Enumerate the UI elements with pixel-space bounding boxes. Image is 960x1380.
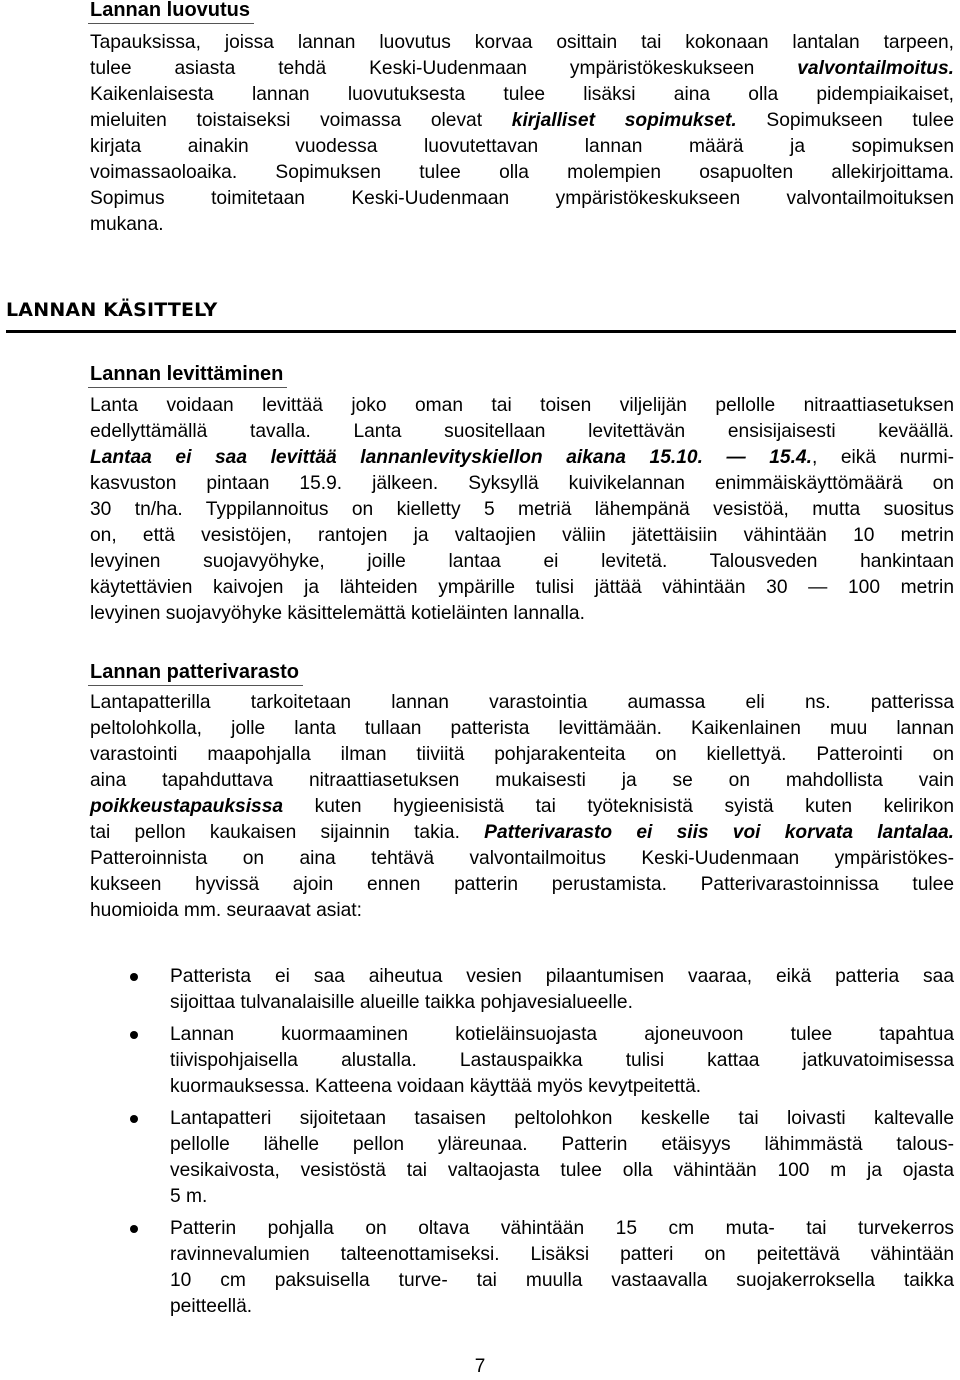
bullet-text-line: Lannan kuormaaminen kotieläinsuojasta ajoneuvoon tulee tapahtua: [170, 1024, 954, 1045]
chapter-heading: LANNAN KÄSITTELY: [6, 299, 218, 321]
paragraph-line: edellyttämällä tavalla. Lanta suositellaan levitettävän ensisijaisesti keväällä.: [90, 421, 954, 442]
section-heading-lannan-luovutus: Lannan luovutus: [88, 0, 254, 24]
bullet-text-line: pellolle lähelle pellon yläreunaa. Patterin etäisyys lähimmästä talous-: [170, 1134, 954, 1155]
bullet-point-icon: [130, 1031, 138, 1039]
paragraph-line: tulee asiasta tehdä Keski-Uudenmaan ympäristökeskukseen valvontailmoitus.: [90, 58, 954, 79]
bullet-text-line: kuormauksessa. Katteena voidaan käyttää myös kevytpeitettä.: [170, 1076, 702, 1097]
paragraph-line: levyinen suojavyöhyke, joille lantaa ei levitetä. Talousveden hankintaan: [90, 551, 954, 572]
paragraph-line: mukana.: [90, 214, 164, 235]
paragraph-line: kirjata ainakin vuodessa luovutettavan lannan määrä ja sopimuksen: [90, 136, 954, 157]
emphasis-text: Patterivarasto ei siis voi korvata lantalaa.: [484, 822, 954, 843]
paragraph-line: Lantaa ei saa levittää lannanlevityskiellon aikana 15.10. — 15.4., eikä nurmi-: [90, 447, 954, 468]
paragraph-line: Sopimus toimitetaan Keski-Uudenmaan ympäristökeskukseen valvontailmoituksen: [90, 188, 954, 209]
paragraph-line: poikkeustapauksissa kuten hygieenisistä tai työteknisistä syistä kuten kelirikon: [90, 796, 954, 817]
bullet-point-icon: [130, 1225, 138, 1233]
paragraph-line: Patteroinnista on aina tehtävä valvontailmoitus Keski-Uudenmaan ympäristökes-: [90, 848, 954, 869]
paragraph-line: tai pellon kaukaisen sijainnin takia. Patterivarasto ei siis voi korvata lantalaa.: [90, 822, 954, 843]
paragraph-line: kukseen hyvissä ajoin ennen patterin perustamista. Patterivarastoinnissa tulee: [90, 874, 954, 895]
paragraph-line: on, että vesistöjen, rantojen ja valtaojien väliin jätettäisiin vähintään 10 metrin: [90, 525, 954, 546]
bullet-text-line: 10 cm paksuisella turve- tai muulla vastaavalla suojakerroksella taikka: [170, 1270, 954, 1291]
paragraph-line: voimassaoloaika. Sopimuksen tulee olla molempien osapuolten allekirjoittama.: [90, 162, 954, 183]
paragraph-line: levyinen suojavyöhyke käsittelemättä kotieläinten lannalla.: [90, 603, 585, 624]
bullet-text-line: Patterin pohjalla on oltava vähintään 15 cm muta- tai turvekerros: [170, 1218, 954, 1239]
chapter-heading-rule: [6, 330, 956, 333]
emphasis-text: kirjalliset sopimukset.: [511, 110, 737, 131]
section-heading-lannan-levittaminen: Lannan levittäminen: [88, 361, 287, 388]
paragraph-line: aina tapahduttava nitraattiasetuksen mukaisesti ja se on mahdollista vain: [90, 770, 954, 791]
section-heading-lannan-patterivarasto: Lannan patterivarasto: [88, 659, 303, 686]
paragraph-line: huomioida mm. seuraavat asiat:: [90, 900, 362, 921]
bullet-text-line: ravinnevalumien talteenottamiseksi. Lisäksi patteri on peitettävä vähintään: [170, 1244, 954, 1265]
paragraph-line: mieluiten toistaiseksi voimassa olevat kirjalliset sopimukset. Sopimukseen tulee: [90, 110, 954, 131]
paragraph-line: Kaikenlaisesta lannan luovutuksesta tulee lisäksi aina olla pidempiaikaiset,: [90, 84, 954, 105]
paragraph-line: 30 tn/ha. Typpilannoitus on kielletty 5 metriä lähempänä vesistöä, mutta suositus: [90, 499, 954, 520]
paragraph-line: Lanta voidaan levittää joko oman tai toisen viljelijän pellolle nitraattiasetuksen: [90, 395, 954, 416]
paragraph-line: kasvuston pintaan 15.9. jälkeen. Syksyllä kuivikelannan enimmäiskäyttömäärä on: [90, 473, 954, 494]
paragraph-line: käytettävien kaivojen ja lähteiden ympärille tulisi jättää vähintään 30 — 100 metrin: [90, 577, 954, 598]
page-number: 7: [474, 1356, 486, 1377]
emphasis-text: poikkeustapauksissa: [90, 796, 284, 817]
bullet-text-line: sijoittaa tulvanalaisille alueille taikka pohjavesialueelle.: [170, 992, 633, 1013]
bullet-text-line: Patterista ei saa aiheutua vesien pilaantumisen vaaraa, eikä patteria saa: [170, 966, 954, 987]
bullet-text-line: vesikaivosta, vesistöstä tai valtaojasta tulee olla vähintään 100 m ja ojasta: [170, 1160, 954, 1181]
paragraph-line: Lantapatterilla tarkoitetaan lannan varastointia aumassa eli ns. patterissa: [90, 692, 954, 713]
emphasis-text: Lantaa ei saa levittää lannanlevityskiellon aikana 15.10. — 15.4.: [90, 447, 812, 468]
paragraph-line: Tapauksissa, joissa lannan luovutus korvaa osittain tai kokonaan lantalan tarpeen,: [90, 32, 954, 53]
paragraph-line: peltolohkolla, jolle lanta tullaan patterista levittämään. Kaikenlainen muu lannan: [90, 718, 954, 739]
bullet-point-icon: [130, 973, 138, 981]
bullet-text-line: 5 m.: [170, 1186, 208, 1207]
paragraph-line: varastointi maapohjalla ilman tiiviitä pohjarakenteita on kiellettyä. Patterointi on: [90, 744, 954, 765]
bullet-point-icon: [130, 1115, 138, 1123]
bullet-text-line: tiivispohjaisella alustalla. Lastauspaikka tulisi kattaa jatkuvatoimisessa: [170, 1050, 954, 1071]
bullet-text-line: Lantapatteri sijoitetaan tasaisen peltolohkon keskelle tai loivasti kaltevalle: [170, 1108, 954, 1129]
emphasis-text: valvontailmoitus.: [797, 58, 954, 79]
bullet-text-line: peitteellä.: [170, 1296, 253, 1317]
